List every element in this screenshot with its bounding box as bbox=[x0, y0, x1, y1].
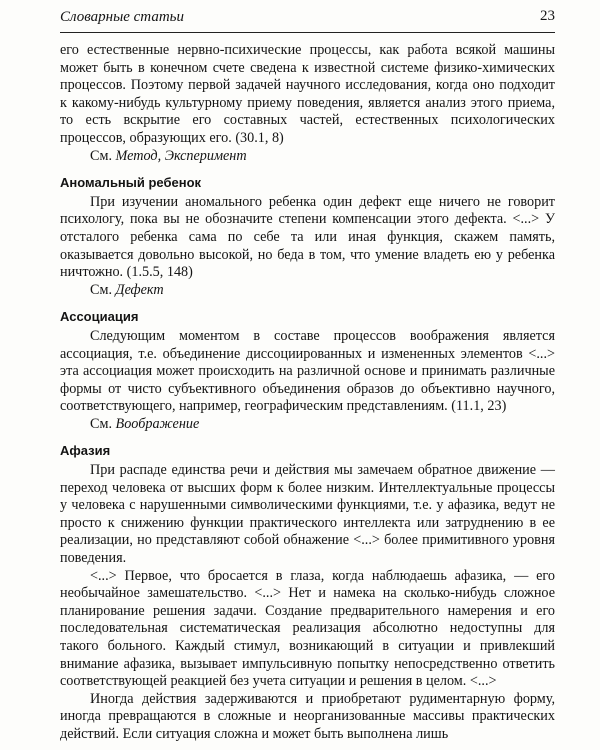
page-header bbox=[60, 6, 555, 32]
entry-heading: Афазия bbox=[60, 443, 111, 459]
entry-heading: Аномальный ребенок bbox=[60, 175, 202, 191]
see-also-line bbox=[60, 416, 555, 434]
header-rule bbox=[60, 32, 555, 33]
running-head: Словарные статьи bbox=[60, 9, 184, 25]
see-prefix: См. bbox=[90, 147, 112, 164]
see-also-refs: Метод, Эксперимент bbox=[115, 147, 247, 164]
see-also-line bbox=[60, 282, 555, 300]
page-number: 23 bbox=[540, 8, 555, 24]
intro-paragraph: его естественные нервно-психические процессы, как работа всякой машины может быть в конечном счете сведена к известной системе физико-химических процессов. Поэтому первой задачей научного исследования, когда оно подходит к какому-нибудь культурному приему поведения, является анализ этого приема, то есть вскрытие его составных частей, естественных психологических процессов, образующих его. (30.1, 8) bbox=[60, 42, 555, 146]
dictionary-entry bbox=[60, 442, 555, 743]
entry-paragraph: Следующим моментом в составе процессов воображения является ассоциация, т.е. объединение диссоциированных и измененных элементов <...> эта ассоциация может происходить на различной основе и принимать различные формы от чисто субъективного объединения образов до объективно научного, соответствующего, например, географическим представлениям. (11.1, 23) bbox=[60, 327, 555, 415]
see-also-refs: Дефект bbox=[115, 281, 164, 298]
see-also-refs: Воображение bbox=[115, 415, 200, 432]
dictionary-entry bbox=[60, 174, 555, 299]
see-prefix: См. bbox=[90, 281, 112, 298]
entry-paragraph: <...> Первое, что бросается в глаза, когда наблюдаешь афазика, — его необычайное замешательство. <...> Нет и намека на сколько-нибудь сложное планирование решения задачи. Создание предварительного намерения и его последовательная систематическая реализация абсолютно недоступны для такого больного. Каждый стимул, возникающий в ситуации и привлекший внимание афазика, вызывает импульсивную попытку непосредственно ответить соответствующей реакцией без учета ситуации и решения в целом. <...> bbox=[60, 567, 555, 690]
dictionary-entry bbox=[60, 308, 555, 433]
entry-heading: Ассоциация bbox=[60, 309, 139, 325]
see-also-line bbox=[60, 148, 555, 166]
entry-paragraph: При изучении аномального ребенка один дефект еще ничего не говорит психологу, пока вы не обозначите степени компенсации этого дефекта. <...> У отсталого ребенка сама по себе та или иная функция, скажем память, оказывается довольно высокой, но беда в том, что умение владеть ею у ребенка ничтожно. (1.5.5, 148) bbox=[60, 193, 555, 281]
entry-paragraph: При распаде единства речи и действия мы замечаем обратное движение — переход человека от высших форм к более низким. Интеллектуальные процессы у человека с нарушенными символическими функциями, т.е. у афазика, ведут не просто к снижению функции практического интеллекта или затруднению в ее реализации, но представляют собой обнажение <...> более примитивного уровня поведения. bbox=[60, 462, 555, 567]
entry-paragraph: Иногда действия задерживаются и приобретают рудиментарную форму, иногда превращаются в сложные и неорганизованные массивы практических действий. Если ситуация сложна и может быть выполнена лишь bbox=[60, 690, 555, 742]
see-prefix: См. bbox=[90, 415, 112, 432]
page-body bbox=[60, 42, 555, 744]
